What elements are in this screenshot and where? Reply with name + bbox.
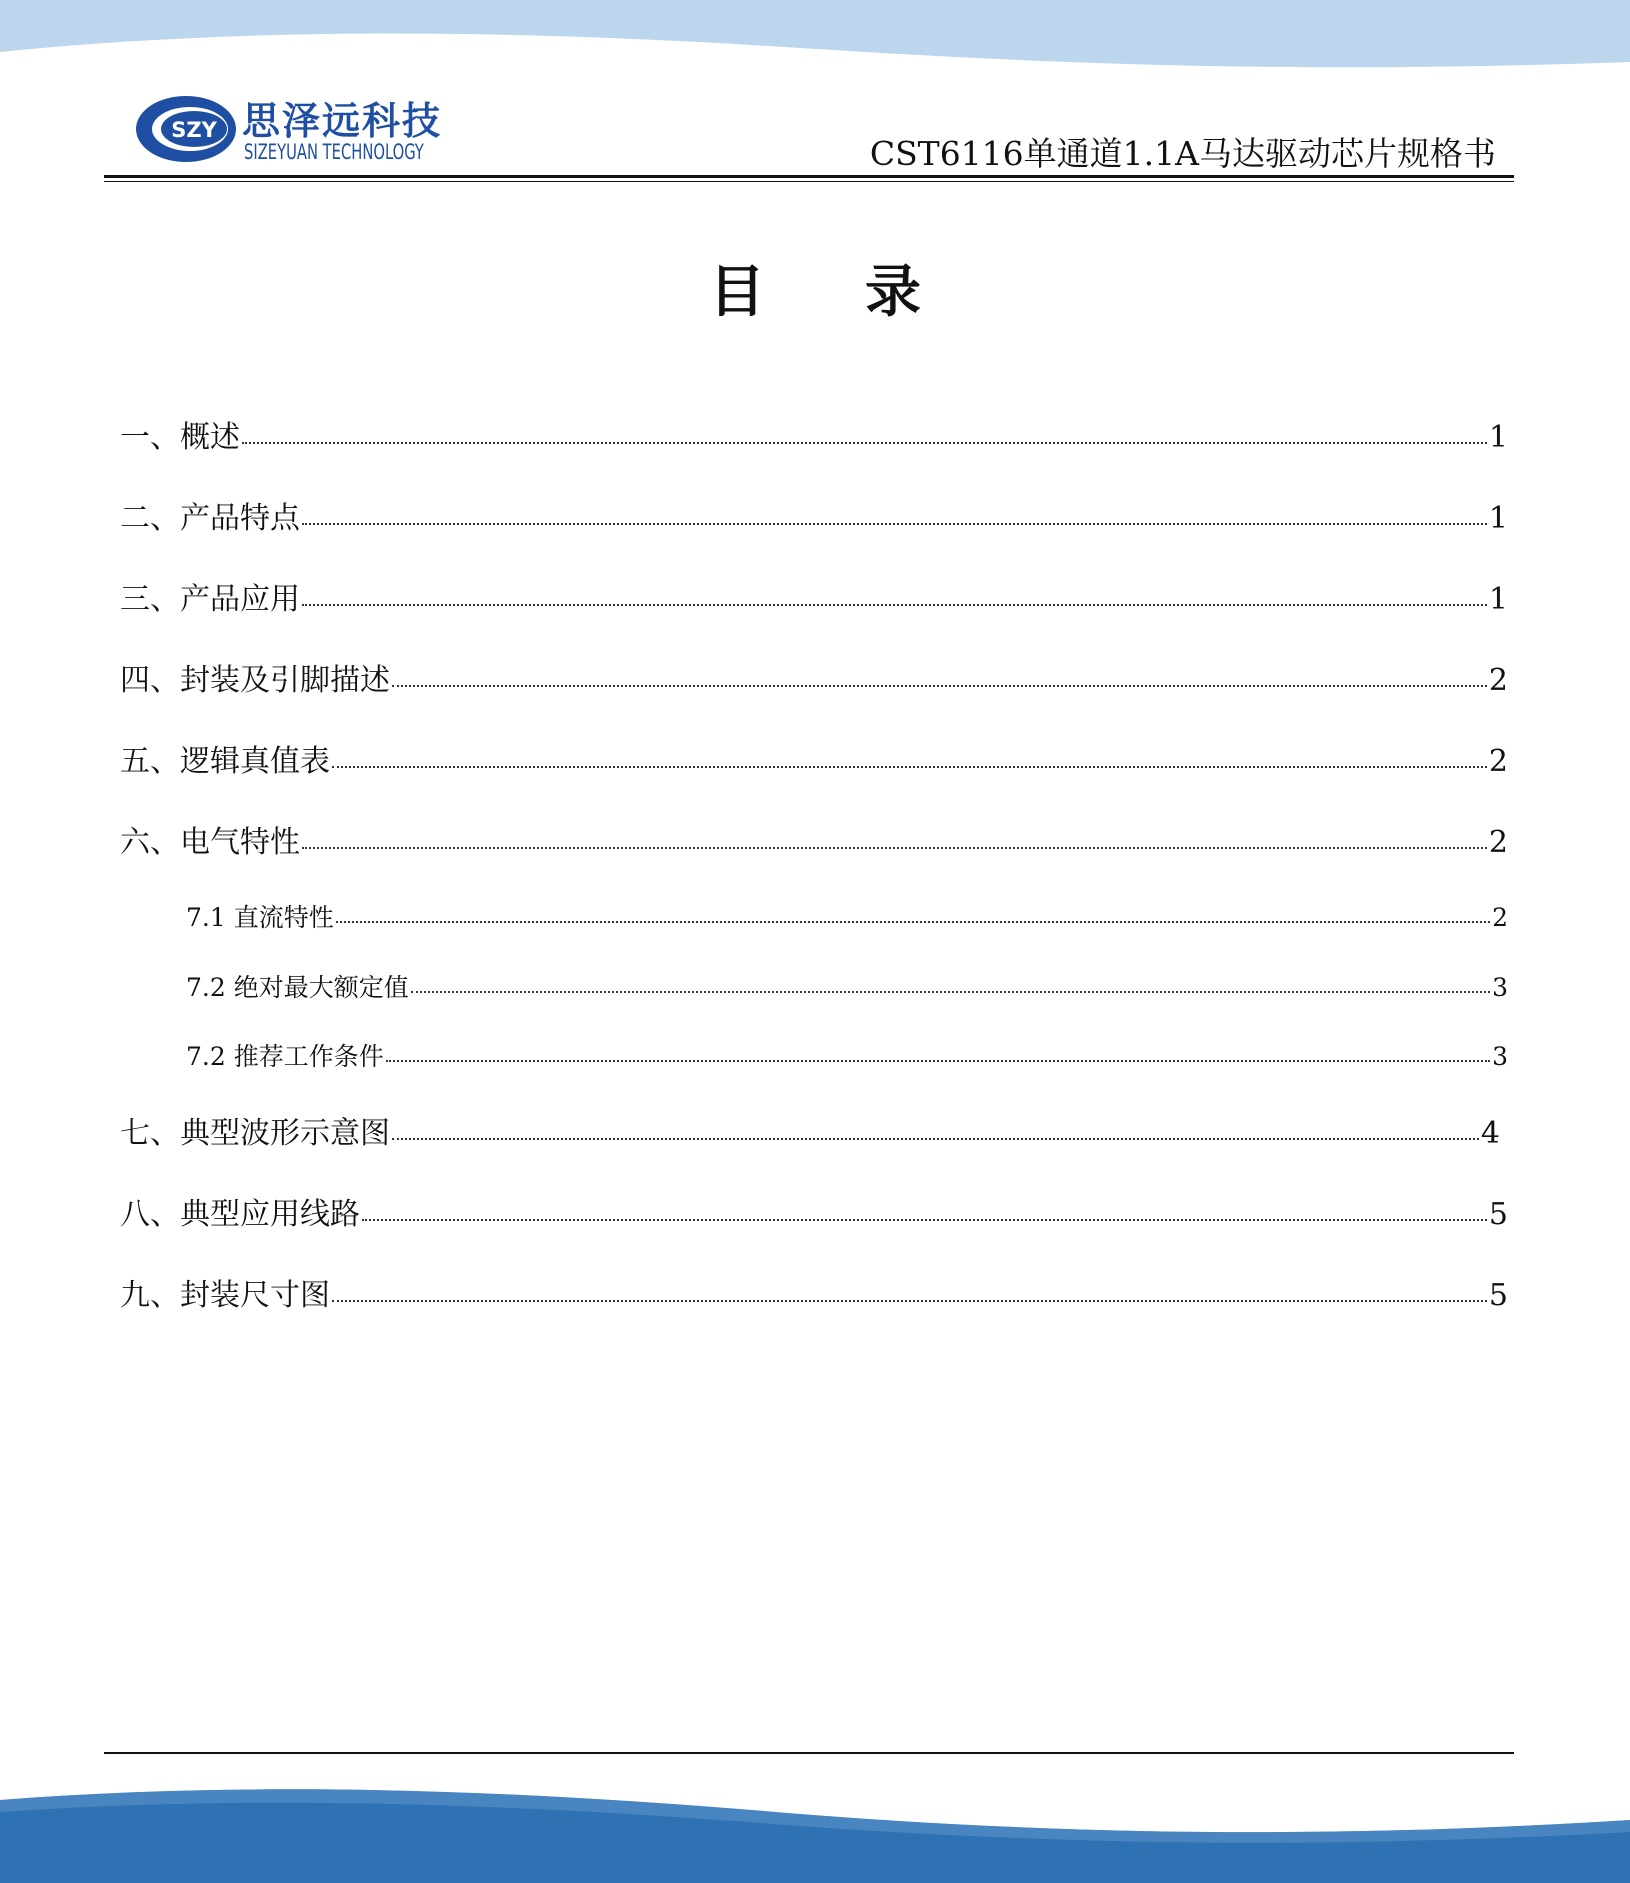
- toc-entry-page: 1: [1488, 582, 1508, 617]
- toc-entry-label: 七、典型波形示意图: [120, 1116, 390, 1151]
- toc-subentry-label: 7.2 推荐工作条件: [186, 1042, 384, 1071]
- toc-leader: [302, 846, 1487, 849]
- company-logo: [132, 88, 452, 170]
- company-name-cn: 思泽远科技: [242, 99, 443, 143]
- szy-badge-icon: [132, 92, 240, 166]
- toc-leader: [332, 765, 1487, 768]
- toc-entry[interactable]: [120, 1270, 1508, 1314]
- toc-leader: [392, 1137, 1479, 1140]
- toc-leader: [332, 1299, 1487, 1302]
- toc-entry-label: 一、概述: [120, 420, 240, 455]
- toc-entry[interactable]: [120, 1108, 1500, 1152]
- document-title: CST6116单通道1.1A马达驱动芯片规格书: [869, 134, 1496, 173]
- toc-subentry-page: 3: [1492, 973, 1508, 1002]
- toc-entry[interactable]: [120, 655, 1508, 699]
- toc-entry-label: 五、逻辑真值表: [120, 744, 330, 779]
- toc-entry-label: 四、封装及引脚描述: [120, 663, 390, 698]
- toc-entry-page: 2: [1488, 825, 1508, 860]
- toc-entry-label: 八、典型应用线路: [120, 1197, 360, 1232]
- toc-entry-page: 2: [1488, 744, 1508, 779]
- logo-badge-text: SZY: [171, 118, 217, 142]
- toc-subentry[interactable]: [186, 968, 1508, 1004]
- header-wave: [0, 0, 1630, 80]
- toc-entry[interactable]: [120, 574, 1508, 618]
- toc-leader: [302, 603, 1487, 606]
- toc-entry-page: 1: [1488, 420, 1508, 455]
- header-rule-thin: [104, 181, 1514, 182]
- toc-entry[interactable]: [120, 412, 1508, 456]
- company-name-en: SIZEYUAN TECHNOLOGY: [244, 140, 424, 164]
- toc-leader: [336, 920, 1490, 923]
- toc-entry-label: 三、产品应用: [120, 582, 300, 617]
- toc-leader: [386, 1059, 1490, 1062]
- toc-subentry-label: 7.2 绝对最大额定值: [186, 973, 409, 1002]
- toc-entry[interactable]: [120, 1189, 1508, 1233]
- toc-entry-page: 2: [1488, 663, 1508, 698]
- toc-subentry[interactable]: [186, 898, 1508, 934]
- toc-leader: [302, 522, 1487, 525]
- toc-entry-label: 二、产品特点: [120, 501, 300, 536]
- toc-heading: 目录: [709, 260, 1021, 325]
- toc-entry-page: 4: [1480, 1116, 1500, 1151]
- toc-subentry-page: 2: [1492, 903, 1508, 932]
- footer-rule: [104, 1752, 1514, 1754]
- toc-entry-label: 九、封装尺寸图: [120, 1278, 330, 1313]
- toc-subentry-page: 3: [1492, 1042, 1508, 1071]
- toc-entry[interactable]: [120, 493, 1508, 537]
- footer-wave: [0, 1780, 1630, 1883]
- toc-leader: [362, 1218, 1487, 1221]
- toc-subentry[interactable]: [186, 1037, 1508, 1073]
- header-rule: [104, 175, 1514, 178]
- toc-entry-label: 六、电气特性: [120, 825, 300, 860]
- toc-entry-page: 1: [1488, 501, 1508, 536]
- toc-leader: [411, 990, 1490, 993]
- toc-entry[interactable]: [120, 817, 1508, 861]
- toc-subentry-label: 7.1 直流特性: [186, 903, 334, 932]
- toc-entry[interactable]: [120, 736, 1508, 780]
- toc-entry-page: 5: [1488, 1197, 1508, 1232]
- toc-entry-page: 5: [1488, 1278, 1508, 1313]
- toc-leader: [392, 684, 1487, 687]
- toc-leader: [242, 441, 1487, 444]
